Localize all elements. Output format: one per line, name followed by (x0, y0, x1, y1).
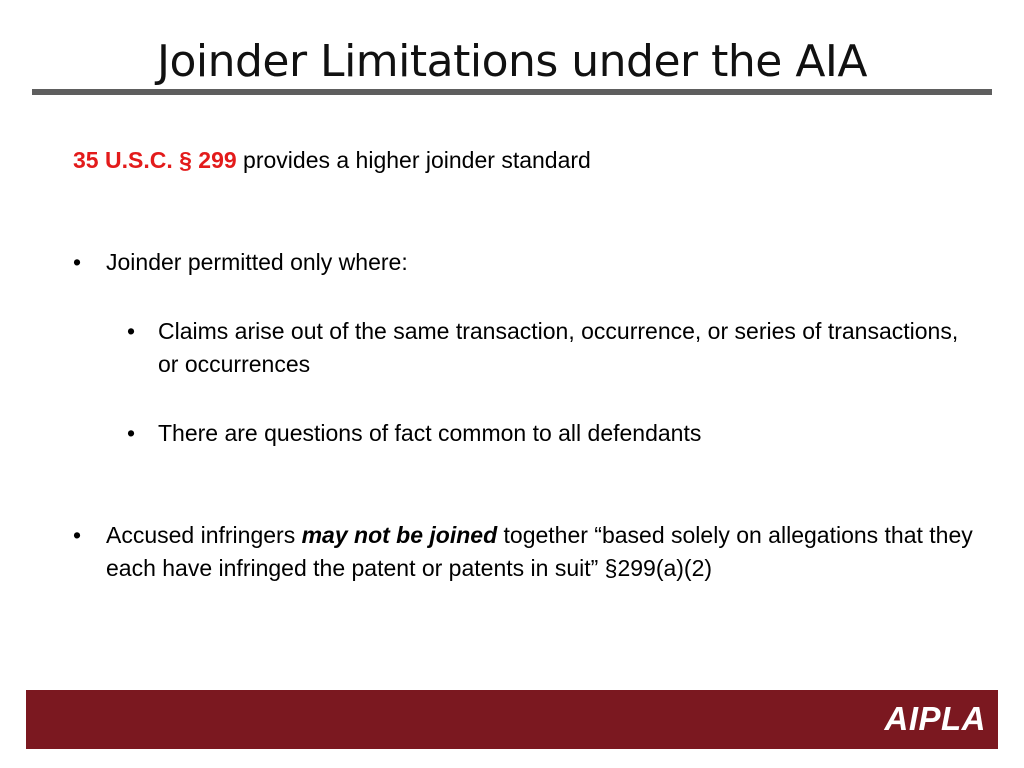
statute-citation: 35 U.S.C. § 299 (73, 147, 237, 173)
bullet-text: Joinder permitted only where: (106, 249, 408, 275)
bullet-marker: • (127, 420, 136, 446)
intro-text: provides a higher joinder standard (236, 147, 591, 173)
title-underline (32, 89, 992, 95)
bullet-text-after: together “based solely on allegations that they each have infringed the patent or patents in suit” §299(a)(2) (106, 522, 973, 581)
bullet-marker: • (73, 522, 82, 548)
emphasis-may-not-be-joined: may not be joined (301, 522, 498, 548)
bullet-marker: • (73, 249, 82, 275)
slide-title: Joinder Limitations under the AIA (156, 36, 868, 87)
bullet-marker: • (127, 318, 136, 344)
bullet-text: There are questions of fact common to all defendants (158, 420, 702, 446)
footer-bar (26, 690, 998, 749)
aipla-logo: AIPLA (884, 700, 986, 737)
bullet-text (106, 519, 986, 585)
intro-line (73, 144, 973, 177)
bullet-text-before: Accused infringers (106, 522, 302, 548)
bullet-text: Claims arise out of the same transaction, occurrence, or series of transactions, or occurrences (158, 318, 959, 377)
